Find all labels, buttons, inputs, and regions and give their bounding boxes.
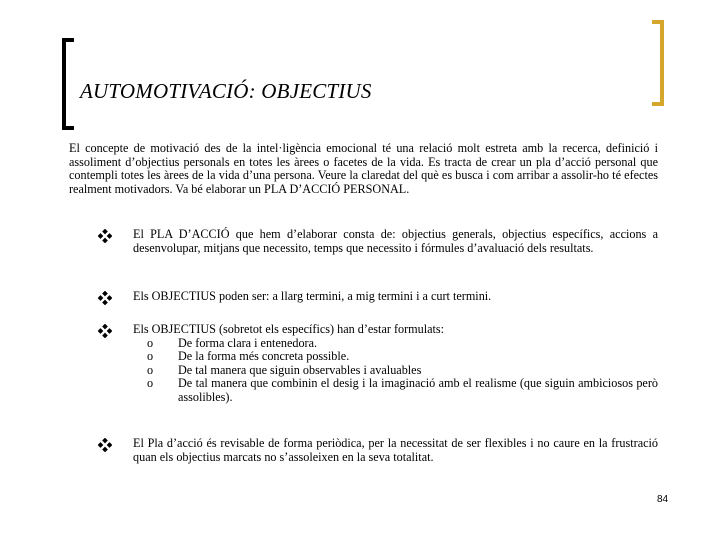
- left-bracket-decoration: [62, 38, 74, 130]
- sub-item-text: De tal manera que combinin el desig i la imaginació amb el realisme (que siguin ambiciosos però assolibles).: [178, 376, 658, 404]
- bullet-item-revisable: [98, 437, 658, 464]
- bullet-item-formulacio: [98, 323, 658, 404]
- right-bracket-decoration: [652, 20, 664, 106]
- circle-marker: o: [147, 376, 154, 390]
- page-number: 84: [657, 494, 669, 505]
- sub-item-text: De forma clara i entenedora.: [178, 335, 318, 350]
- sub-list-item: [133, 337, 658, 351]
- diamond-bullet-icon: [98, 438, 112, 452]
- sub-list-item: [133, 377, 658, 404]
- bullet-item-terminis: [98, 290, 658, 304]
- sub-list: [133, 337, 658, 405]
- sub-item-text: De la forma més concreta possible.: [178, 349, 350, 363]
- diamond-bullet-icon: [98, 229, 112, 243]
- circle-marker: o: [147, 362, 154, 377]
- sub-list-item: [133, 350, 658, 364]
- diamond-bullet-icon: [98, 291, 112, 305]
- circle-marker: o: [147, 335, 154, 350]
- bullet-lead-text: Els OBJECTIUS (sobretot els específics) han d’estar formulats:: [133, 322, 445, 336]
- bullet-text: El Pla d’acció és revisable de forma periòdica, per la necessitat de ser flexibles i no caure en la frustració quan els objectius marcats no s’assoleixen en la seva totalitat.: [133, 436, 658, 464]
- diamond-bullet-icon: [98, 324, 112, 338]
- bullet-text: Els OBJECTIUS poden ser: a llarg termini, a mig termini i a curt termini.: [133, 289, 492, 303]
- intro-paragraph: El concepte de motivació des de la intel·ligència emocional té una relació molt estreta amb la recerca, definició i assoliment d’objectius personals en totes les àrees o facetes de la vida. Es tracta de crear un pla d’acció personal que contempli totes les àrees de la vida d’una persona. Veure la claredat del què es busca i com arribar a assolir-ho té efectes realment motivadors. Va bé elaborar un PLA D’ACCIÓ PERSONAL.: [69, 141, 658, 196]
- bullet-text: [133, 323, 658, 404]
- bullet-item-pla-accio: [98, 228, 658, 255]
- sub-item-text: De tal manera que siguin observables i avaluables: [178, 362, 422, 377]
- bullet-text: El PLA D’ACCIÓ que hem d’elaborar consta de: objectius generals, objectius específics, accions a desenvolupar, mitjans que necessito, temps que necessito i fórmules d’avaluació dels resultats.: [133, 227, 658, 255]
- slide-title: AUTOMOTIVACIÓ: OBJECTIUS: [80, 79, 372, 103]
- sub-list-item: [133, 364, 658, 378]
- circle-marker: o: [147, 349, 154, 363]
